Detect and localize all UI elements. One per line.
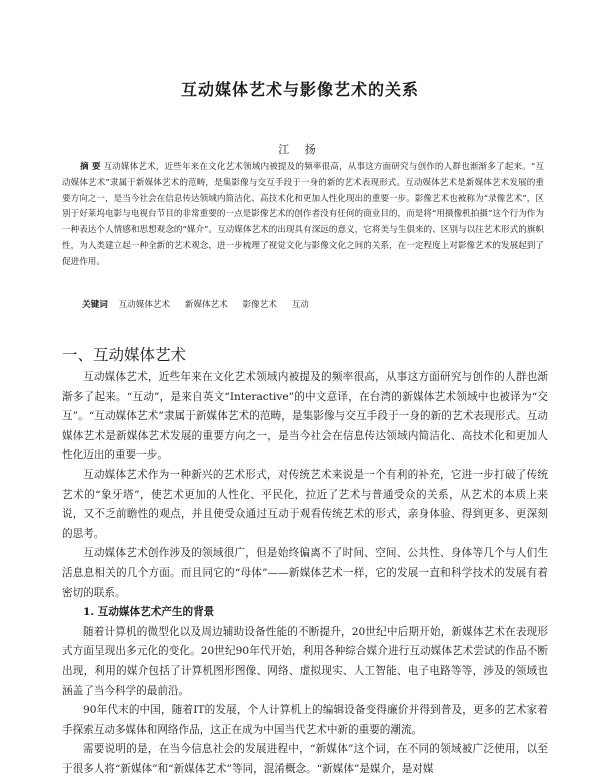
section-heading: 一、互动媒体艺术: [62, 346, 187, 364]
paragraph: 90年代末的中国，随着IT的发展，个人计算机上的编辑设备变得廉价并得到普及，更多的艺术家着手探索互动多媒体和网络作品，这正在成为中国当代艺术中新的重要的潮流。: [62, 704, 548, 736]
paragraph: 互动媒体艺术作为一种新兴的艺术形式，对传统艺术来说是一个有利的补充，它进一步打破了传统艺术的“象牙塔”，使艺术更加的人性化、平民化，拉近了艺术与普通受众的关系，从艺术的本质上来说，又不乏前瞻性的观点，并且使受众通过互动于观看传统艺术的形式，亲身体验、得到更多、更深刻的思考。: [62, 468, 548, 540]
abstract-label: 摘 要: [80, 162, 101, 172]
paragraph: 互动媒体艺术创作涉及的领域很广，但是始终偏离不了时间、空间、公共性、身体等几个与人们生活息息相关的几个方面。而且同它的“母体”——新媒体艺术一样，它的发展一直和科学技术的发展有着密切的联系。: [62, 547, 548, 599]
abstract: [62, 160, 544, 271]
paragraph: 互动媒体艺术，近些年来在文化艺术领域内被提及的频率很高，从事这方面研究与创作的人群也渐渐多了起来。“互动”，是来自英文“Interactive”的中文意译，在台湾的新媒体艺术领域中也被译为“交互”。“互动媒体艺术”隶属于新媒体艺术的范畴，是集影像与交互手段于一身的新的艺术表现形式。互动媒体艺术是新媒体艺术发展的重要方向之一，是当今社会在信息传达领域内简洁化、高技术化和更加人性化迈出的重要一步。: [62, 371, 548, 462]
keyword: 新媒体艺术: [184, 300, 228, 310]
author-name: 江 扬: [278, 143, 322, 156]
abstract-text: 互动媒体艺术，近些年来在文化艺术领域内被提及的频率很高，从事这方面研究与创作的人群也渐渐多了起来。“互动媒体艺术”隶属于新媒体艺术的范畴，是集影像与交互手段于一身的新的艺术表现形式。互动媒体艺术是新媒体艺术发展的重要方向之一，是当今社会在信息传达领域内简洁化、高技术化和更加人性化现出的重要一步。影像艺术也被称为“录像艺术”，区别于好莱坞电影与电视台节目的非常重要的一点是影像艺术的创作者没有任何的商业目的，而是将“用摄像机拍摄”这个行为作为一种表达个人情感和思想观念的“媒介”。互动媒体艺术的出现具有深远的意义，它将美与生俱来的、区别与以往艺术形式的旗帜性，为人类建立起一种全新的艺术观念，进一步梳理了视觉文化与影像文化之间的关系，在一定程度上对影像艺术的发展起到了促进作用。: [62, 162, 545, 267]
subsection-heading: 1. 互动媒体艺术产生的背景: [83, 606, 215, 619]
keywords: [82, 298, 544, 310]
body-text: [62, 368, 548, 779]
paper-title: 互动媒体艺术与影像艺术的关系: [180, 80, 419, 99]
paragraph: 需要说明的是，在当今信息社会的发展进程中，“新媒体”这个词，在不同的领域被广泛使用，以至于很多人将“新媒体”和“新媒体艺术”等同，混淆概念。“新媒体”是媒介，是对媒: [62, 743, 548, 775]
keyword: 互动媒体艺术: [118, 300, 171, 310]
paragraph: 随着计算机的微型化以及周边辅助设备性能的不断提升，20世纪中后期开始，新媒体艺术在表现形式方面呈现出多元化的变化。20世纪90年代开始，利用各种综合媒介进行互动媒体艺术尝试的作品不断出现，利用的媒介包括了计算机图形图像、网络、虚拟现实、人工智能、电子电路等等，涉及的领域也涵盖了当今科学的最前沿。: [62, 625, 548, 697]
keyword: 互动: [291, 300, 309, 310]
keyword: 影像艺术: [242, 300, 277, 310]
keywords-label: 关键词: [82, 300, 108, 310]
